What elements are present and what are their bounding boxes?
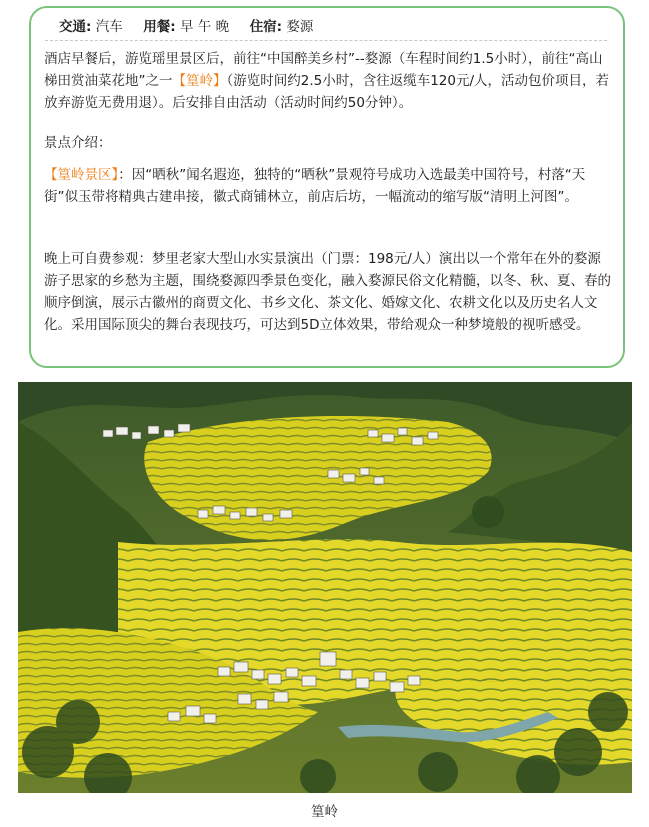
trip-meta: [59, 18, 313, 36]
meals-label: 用餐:: [143, 19, 176, 35]
attraction-paragraph: [44, 164, 614, 208]
stay-value: 婺源: [286, 19, 314, 35]
landscape-photo: [18, 382, 632, 793]
photo-caption: 篁岭: [311, 804, 338, 820]
attraction-text: ：因“晒秋”闻名遐迩，独特的“晒秋”景观符号成功入选最美中国符号，村落“天街”似玉带将精典古建串接，徽式商铺林立，前店后坊，一幅流动的缩写版“清明上河图”。: [44, 167, 586, 205]
evening-paragraph: 晚上可自费参观：梦里老家大型山水实景演出（门票：198元/人）演出以一个常年在外的婺源游子思家的乡愁为主题，围绕婺源四季景色变化，融入婺源民俗文化精髓，以冬、秋、夏、春的顺序倒演，展示古徽州的商贾文化、书乡文化、茶文化、婚嫁文化、农耕文化以及历史名人文化。采用国际顶尖的舞台表现技巧，可达到5D立体效果，带给观众一种梦境般的视听感受。: [44, 251, 611, 333]
itinerary-text-2: （游览时间约2.5小时，含往返缆车120元/人，活动包价项目，若放弃游览无费用退）。后安排自由活动（活动时间约50分钟）。: [44, 73, 610, 111]
transport-label: 交通:: [59, 19, 92, 35]
itinerary-card: [29, 6, 625, 368]
itinerary-text: 酒店早餐后，游览瑶里景区后，前往“中国醉美乡村”--婺源（车程时间约1.5小时），前往“高山梯田赏油菜花地”之一: [44, 51, 603, 89]
huangling-highlight: 【篁岭】: [172, 73, 227, 89]
attraction-highlight: 【篁岭景区】: [44, 167, 119, 183]
intro-heading: 景点介绍：: [44, 135, 112, 151]
meals-value: 早 午 晚: [180, 19, 230, 35]
transport-value: 汽车: [95, 19, 123, 35]
stay-label: 住宿:: [249, 19, 283, 35]
divider: [45, 40, 607, 41]
itinerary-paragraph: [44, 48, 614, 114]
